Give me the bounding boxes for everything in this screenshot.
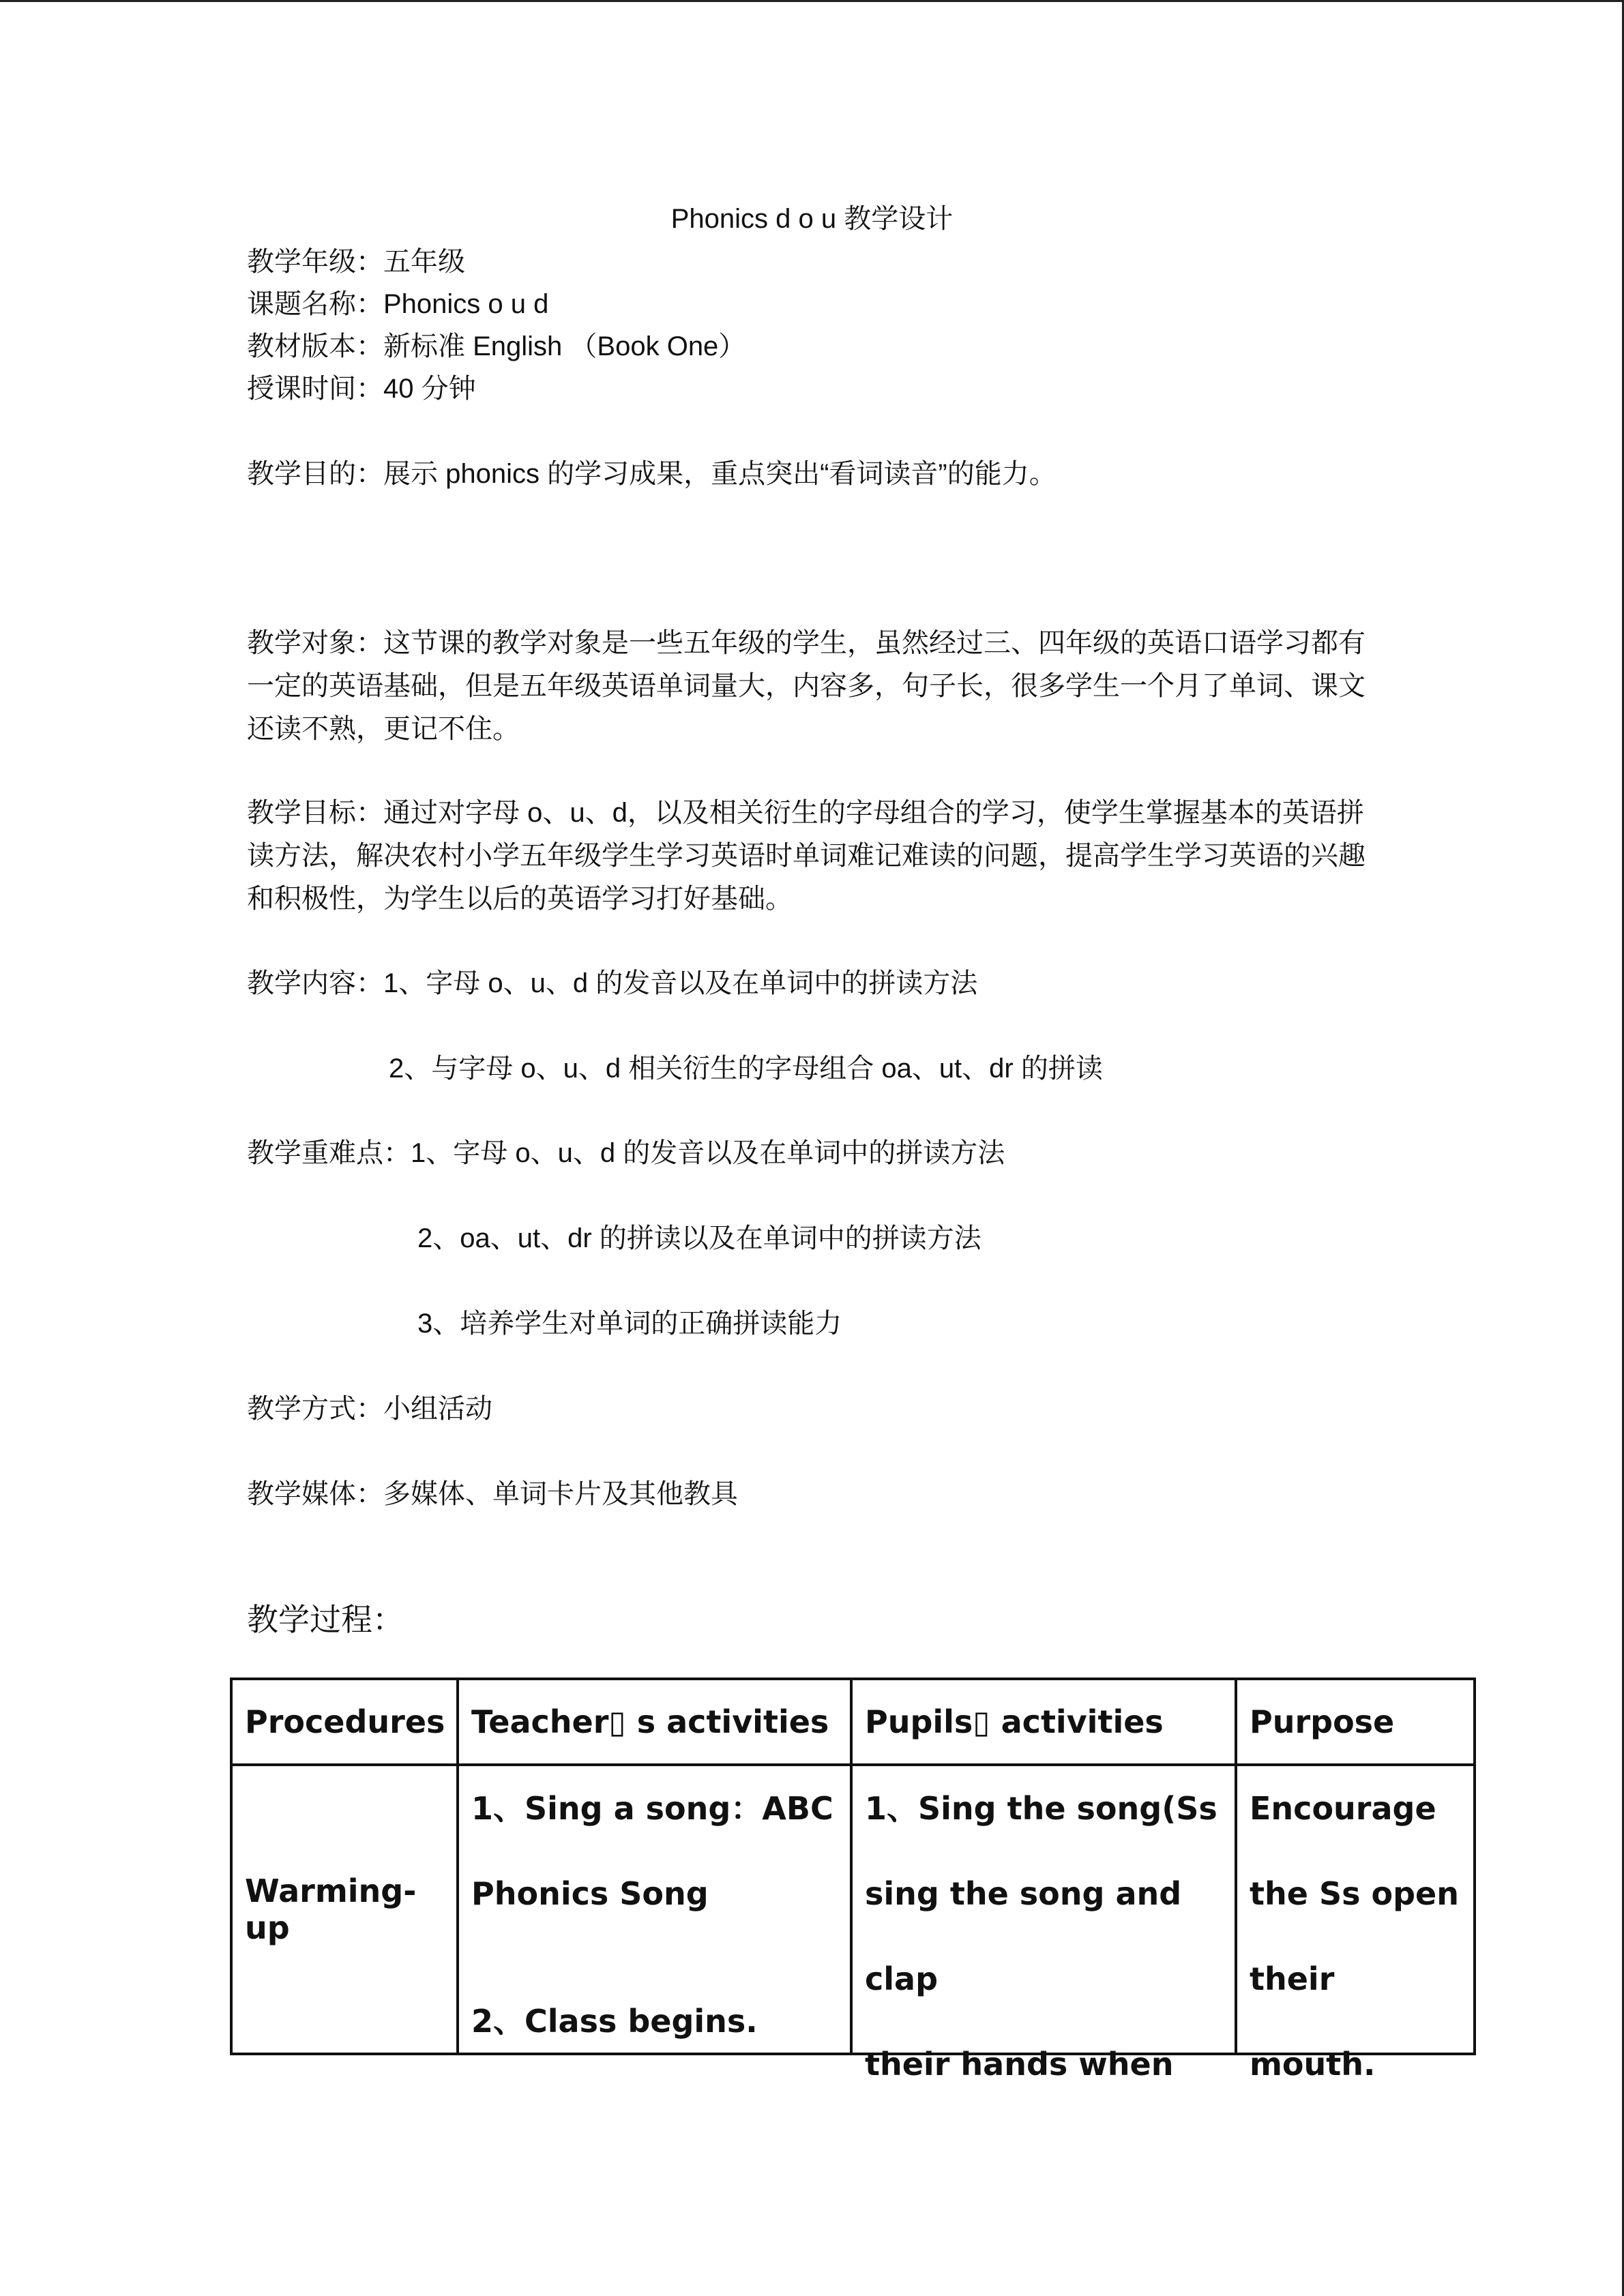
teaching-method: 教学方式：小组活动 — [247, 1394, 492, 1424]
cell-purpose — [1236, 1765, 1475, 2083]
key-points — [247, 1132, 1005, 1174]
purpose-line: Encourage — [1250, 1790, 1436, 1827]
info-grade — [247, 241, 465, 283]
teacher-activity-line: 1、Sing a song：ABC — [471, 1790, 833, 1827]
table-row — [231, 1765, 1475, 2054]
info-grade-value: 五年级 — [383, 247, 465, 277]
info-textbook-label: 教材版本： — [247, 331, 383, 361]
pupil-activity-line: 1、Sing the song(Ss — [865, 1790, 1217, 1827]
cell-pupils-activities — [851, 1765, 1236, 2083]
teaching-content-item-2: 2、与字母 o、u、d 相关衍生的字母组合 oa、ut、dr 的拼读 — [389, 1054, 1103, 1084]
purpose-line: the Ss open — [1250, 1875, 1459, 1912]
pupil-activity-line: their hands when — [865, 2046, 1174, 2083]
table-header-row — [231, 1679, 1475, 1765]
info-topic-value: Phonics o u d — [383, 289, 549, 319]
page-border-top — [0, 0, 1624, 2]
info-duration-value: 40 分钟 — [383, 374, 476, 404]
purpose-line: their mouth. — [1250, 1960, 1376, 2083]
pupil-activity-line: sing the song and clap — [865, 1875, 1182, 1997]
teaching-media: 教学媒体：多媒体、单词卡片及其他教具 — [247, 1479, 738, 1509]
info-topic-label: 课题名称： — [247, 289, 383, 319]
teacher-activity-line: 2、Class begins. — [471, 2003, 758, 2040]
info-duration — [247, 368, 476, 410]
teaching-content-label: 教学内容： — [247, 968, 383, 998]
teaching-content-item-1: 1、字母 o、u、d 的发音以及在单词中的拼读方法 — [383, 968, 978, 998]
teacher-activity-line: Phonics Song — [471, 1875, 709, 1912]
cell-procedure — [231, 1765, 458, 2054]
key-points-item-3: 3、培养学生对单词的正确拼读能力 — [417, 1309, 842, 1339]
info-duration-label: 授课时间： — [247, 374, 383, 404]
teaching-goals: 教学目标：通过对字母 o、u、d，以及相关衍生的字母组合的学习，使学生掌握基本的英语拼读方法，解决农村小学五年级学生学习英语时单词难记难读的问题，提高学生学习英语的兴趣和积极性，为学生以后的英语学习打好基础。 — [247, 798, 1365, 914]
key-points-item-1: 1、字母 o、u、d 的发音以及在单词中的拼读方法 — [411, 1138, 1005, 1168]
header-teacher-activities: Teacher▯ s activities — [458, 1679, 851, 1765]
process-table — [230, 1678, 1476, 2083]
teaching-content — [247, 962, 977, 1004]
process-heading: 教学过程： — [247, 1602, 404, 1637]
teaching-audience: 教学对象：这节课的教学对象是一些五年级的学生，虽然经过三、四年级的英语口语学习都有一定的英语基础，但是五年级英语单词量大，内容多，句子长，很多学生一个月了单词、课文还读不熟，更记不住。 — [247, 628, 1365, 744]
info-grade-label: 教学年级： — [247, 247, 383, 277]
document-title: Phonics d o u 教学设计 — [670, 204, 954, 234]
header-procedures: Procedures — [231, 1679, 458, 1765]
key-points-item-2: 2、oa、ut、dr 的拼读以及在单词中的拼读方法 — [417, 1223, 981, 1253]
info-topic — [247, 283, 548, 325]
cell-teacher-activities — [458, 1765, 851, 2054]
header-pupils-activities: Pupils▯ activities — [851, 1679, 1236, 1765]
header-purpose: Purpose — [1236, 1679, 1475, 1765]
procedure-warming-up: Warming-up — [245, 1873, 417, 1946]
key-points-label: 教学重难点： — [247, 1138, 411, 1168]
info-textbook-value: 新标准 English （Book One） — [383, 331, 746, 361]
teaching-purpose: 教学目的：展示 phonics 的学习成果，重点突出“看词读音”的能力。 — [247, 459, 1057, 489]
info-textbook — [247, 325, 745, 368]
